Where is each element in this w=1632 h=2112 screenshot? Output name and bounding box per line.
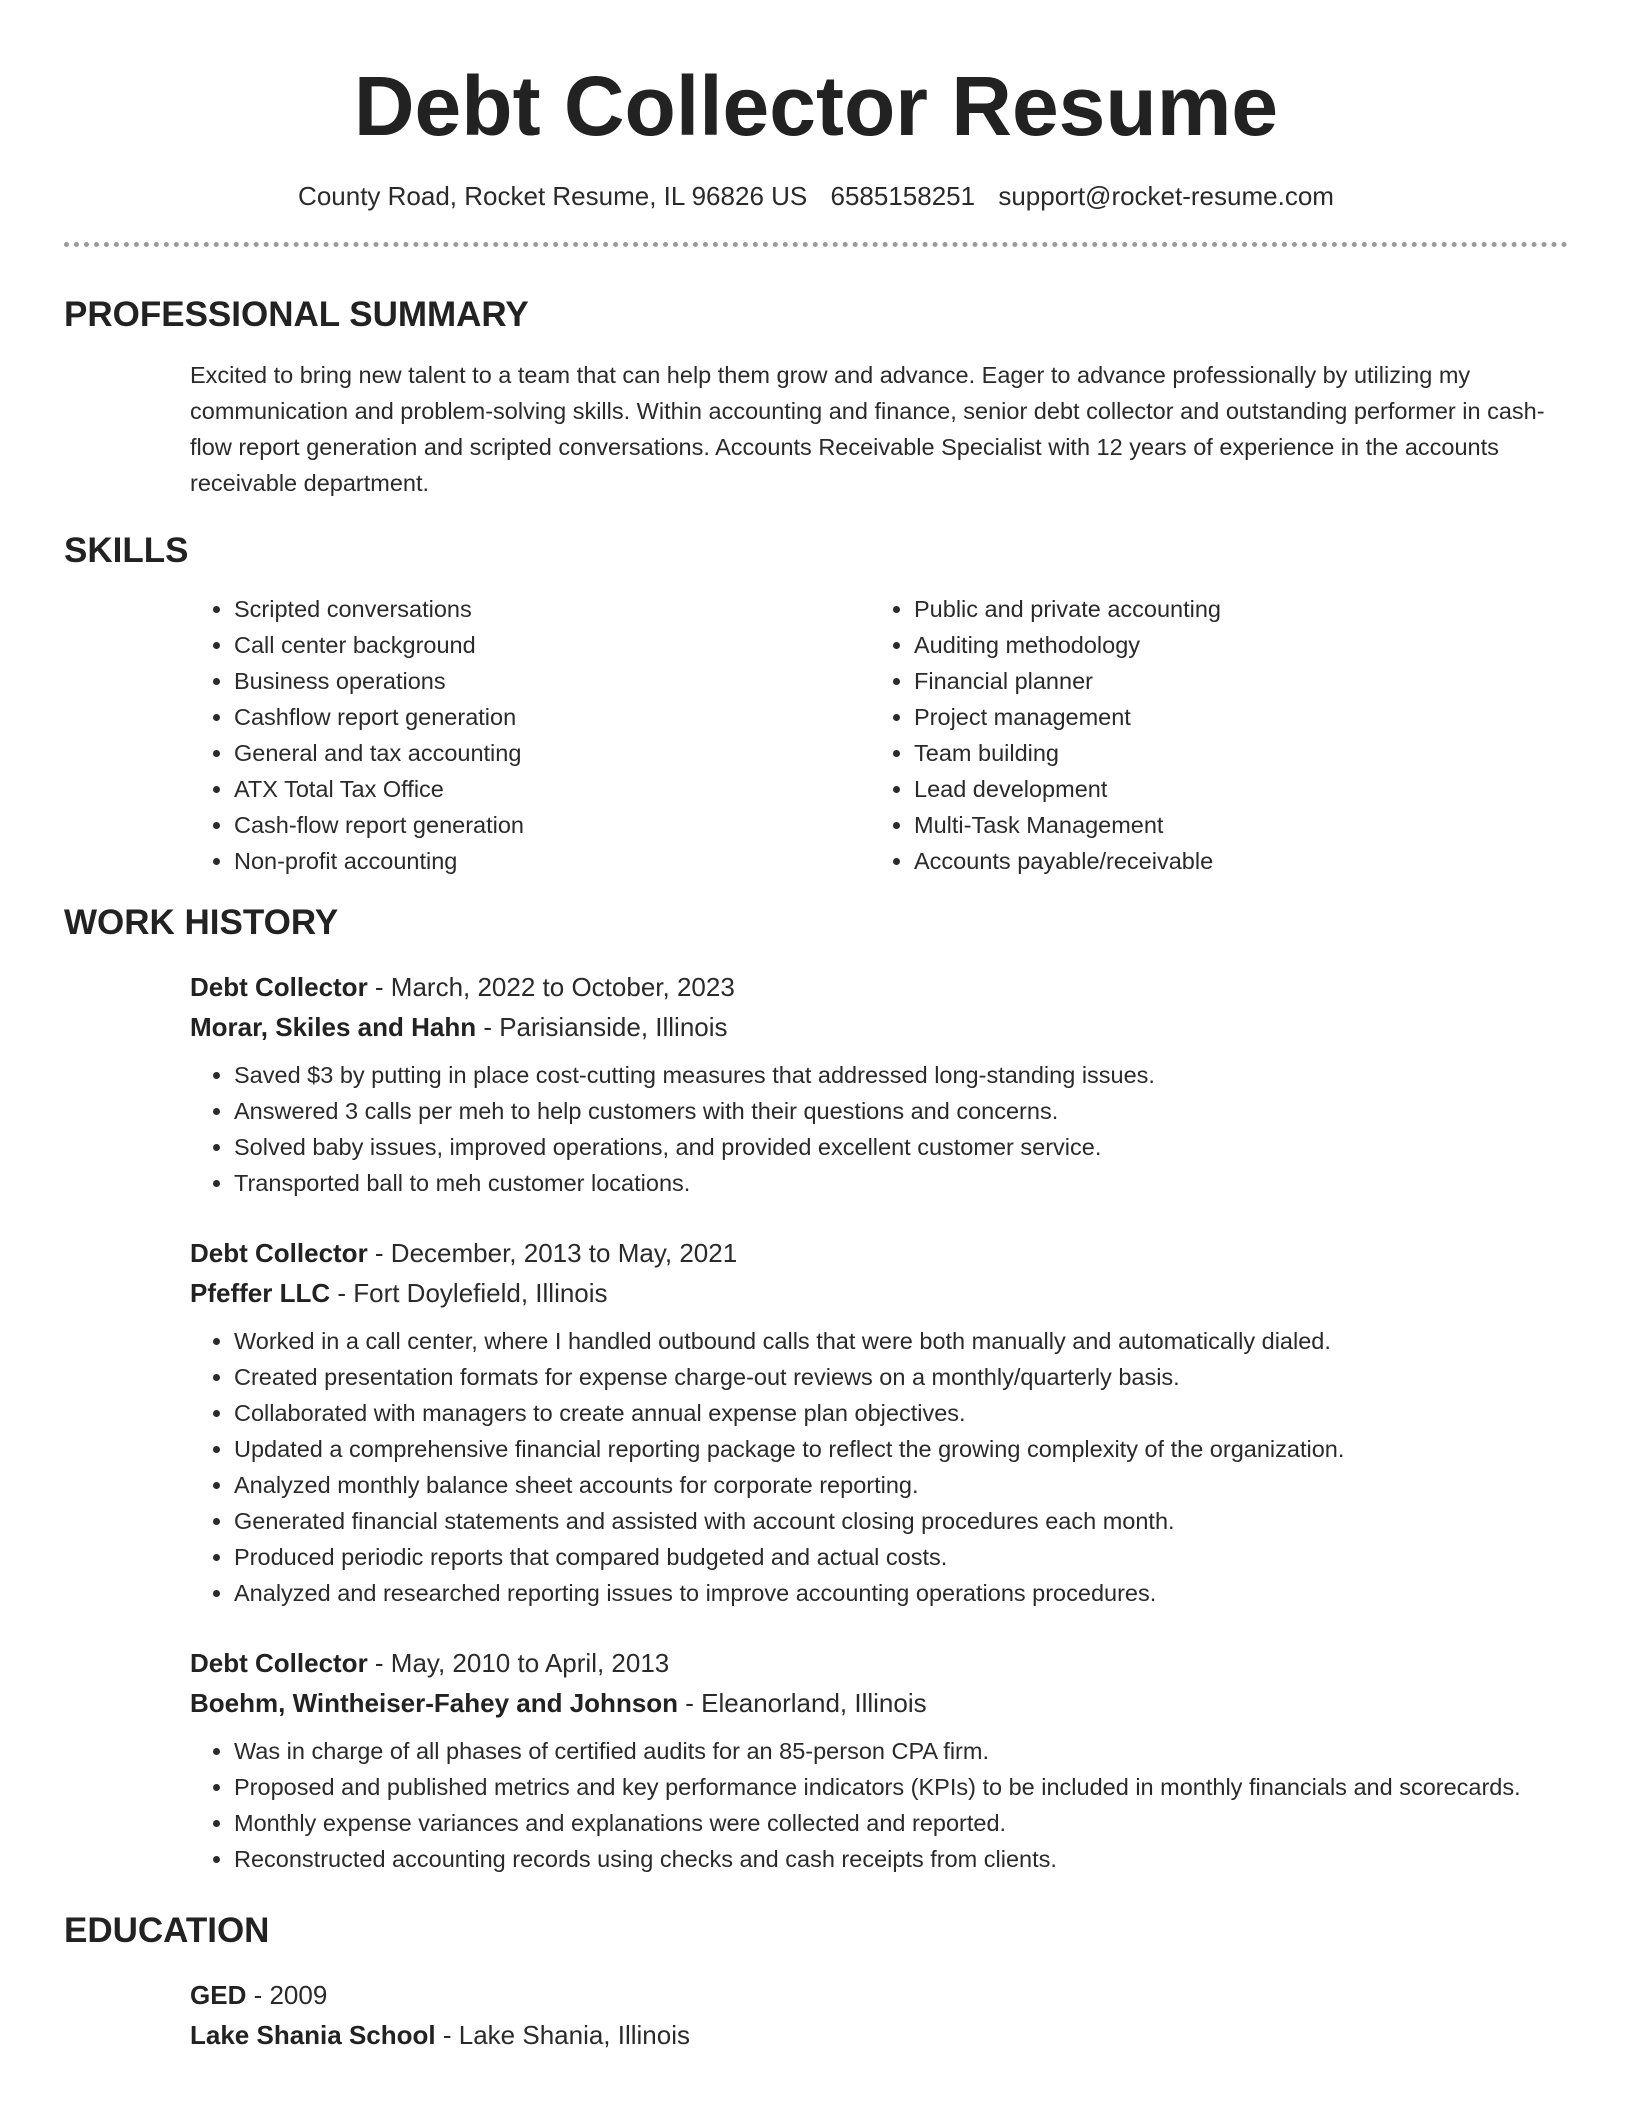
job-location: - Parisianside, Illinois bbox=[476, 1012, 728, 1042]
job-entry bbox=[190, 1233, 1568, 1611]
job-bullet: • Analyzed monthly balance sheet accounts for corporate reporting. bbox=[234, 1467, 1568, 1503]
skills-list bbox=[190, 591, 1568, 879]
job-bullet: • Proposed and published metrics and key performance indicators (KPIs) to be included in monthly financials and scorecards. bbox=[234, 1769, 1568, 1805]
job-bullets bbox=[190, 1733, 1568, 1877]
education-degree-line bbox=[190, 1975, 1568, 2015]
education-year: - 2009 bbox=[246, 1980, 328, 2010]
work-history-heading: WORK HISTORY bbox=[64, 903, 339, 942]
job-entry bbox=[190, 1643, 1568, 1877]
job-bullet: • Transported ball to meh customer locations. bbox=[234, 1165, 1568, 1201]
skill-item: • Scripted conversations bbox=[234, 591, 870, 627]
job-bullet: • Analyzed and researched reporting issues to improve accounting operations procedures. bbox=[234, 1575, 1568, 1611]
skill-item: • Financial planner bbox=[914, 663, 1550, 699]
job-location: - Eleanorland, Illinois bbox=[678, 1688, 927, 1718]
skill-item: • Call center background bbox=[234, 627, 870, 663]
contact-address: County Road, Rocket Resume, IL 96826 US bbox=[298, 181, 808, 211]
skill-item: • Cashflow report generation bbox=[234, 699, 870, 735]
skill-item: • Team building bbox=[914, 735, 1550, 771]
contact-phone: 6585158251 bbox=[830, 181, 976, 211]
job-role-line bbox=[190, 967, 1568, 1007]
job-bullet: • Reconstructed accounting records using checks and cash receipts from clients. bbox=[234, 1841, 1568, 1877]
job-bullet: • Updated a comprehensive financial reporting package to reflect the growing complexity of the organization. bbox=[234, 1431, 1568, 1467]
skills-column-left bbox=[190, 591, 870, 879]
job-role: Debt Collector bbox=[190, 972, 368, 1002]
job-role-line bbox=[190, 1643, 1568, 1683]
job-location: - Fort Doylefield, Illinois bbox=[330, 1278, 608, 1308]
job-bullet: • Collaborated with managers to create annual expense plan objectives. bbox=[234, 1395, 1568, 1431]
skill-item: • Auditing methodology bbox=[914, 627, 1550, 663]
resume-title: Debt Collector Resume bbox=[353, 59, 1279, 153]
job-company-line bbox=[190, 1273, 1568, 1313]
skill-item: • Multi-Task Management bbox=[914, 807, 1550, 843]
job-bullet: • Monthly expense variances and explanations were collected and reported. bbox=[234, 1805, 1568, 1841]
job-bullet: • Worked in a call center, where I handled outbound calls that were both manually and automatically dialed. bbox=[234, 1323, 1568, 1359]
job-company-line bbox=[190, 1683, 1568, 1723]
job-dates: - December, 2013 to May, 2021 bbox=[367, 1238, 738, 1268]
skill-item: • General and tax accounting bbox=[234, 735, 870, 771]
job-dates: - March, 2022 to October, 2023 bbox=[367, 972, 735, 1002]
education-heading: EDUCATION bbox=[64, 1911, 270, 1950]
skill-item: • Project management bbox=[914, 699, 1550, 735]
job-company: Pfeffer LLC bbox=[190, 1278, 331, 1308]
contact-email: support@rocket-resume.com bbox=[998, 181, 1334, 211]
skill-item: • Non-profit accounting bbox=[234, 843, 870, 879]
education-entry bbox=[190, 1975, 1568, 2055]
skill-item: • Lead development bbox=[914, 771, 1550, 807]
job-bullets bbox=[190, 1057, 1568, 1201]
job-bullet: • Produced periodic reports that compared budgeted and actual costs. bbox=[234, 1539, 1568, 1575]
education-location: - Lake Shania, Illinois bbox=[435, 2020, 691, 2050]
education-school-line bbox=[190, 2015, 1568, 2055]
job-bullet: • Generated financial statements and assisted with account closing procedures each month. bbox=[234, 1503, 1568, 1539]
job-role: Debt Collector bbox=[190, 1648, 368, 1678]
skill-item: • Business operations bbox=[234, 663, 870, 699]
education-school: Lake Shania School bbox=[190, 2020, 436, 2050]
skill-item: • Cash-flow report generation bbox=[234, 807, 870, 843]
header-divider bbox=[64, 242, 1568, 247]
summary-heading: PROFESSIONAL SUMMARY bbox=[64, 295, 529, 334]
skill-item: • Public and private accounting bbox=[914, 591, 1550, 627]
skill-item: • Accounts payable/receivable bbox=[914, 843, 1550, 879]
job-entry bbox=[190, 967, 1568, 1201]
job-bullet: • Was in charge of all phases of certified audits for an 85-person CPA firm. bbox=[234, 1733, 1568, 1769]
job-bullet: • Saved $3 by putting in place cost-cutting measures that addressed long-standing issues. bbox=[234, 1057, 1568, 1093]
job-company-line bbox=[190, 1007, 1568, 1047]
contact-line bbox=[64, 178, 1568, 214]
job-bullet: • Solved baby issues, improved operations, and provided excellent customer service. bbox=[234, 1129, 1568, 1165]
job-bullet: • Answered 3 calls per meh to help customers with their questions and concerns. bbox=[234, 1093, 1568, 1129]
job-bullet: • Created presentation formats for expense charge-out reviews on a monthly/quarterly basis. bbox=[234, 1359, 1568, 1395]
job-role: Debt Collector bbox=[190, 1238, 368, 1268]
skills-heading: SKILLS bbox=[64, 531, 189, 570]
skills-column-right bbox=[870, 591, 1550, 879]
skill-item: • ATX Total Tax Office bbox=[234, 771, 870, 807]
job-company: Boehm, Wintheiser-Fahey and Johnson bbox=[190, 1688, 679, 1718]
job-role-line bbox=[190, 1233, 1568, 1273]
job-company: Morar, Skiles and Hahn bbox=[190, 1012, 477, 1042]
summary-text: Excited to bring new talent to a team that can help them grow and advance. Eager to advance professionally by utilizing my communication and problem-solving skills. Within accounting and finance, senior debt collector and outstanding performer in cash-flow report generation and scripted conversations. Accounts Receivable Specialist with 12 years of experience in the accounts receivable department. bbox=[190, 362, 1545, 496]
job-bullets bbox=[190, 1323, 1568, 1611]
job-dates: - May, 2010 to April, 2013 bbox=[367, 1648, 670, 1678]
education-degree: GED bbox=[190, 1980, 247, 2010]
